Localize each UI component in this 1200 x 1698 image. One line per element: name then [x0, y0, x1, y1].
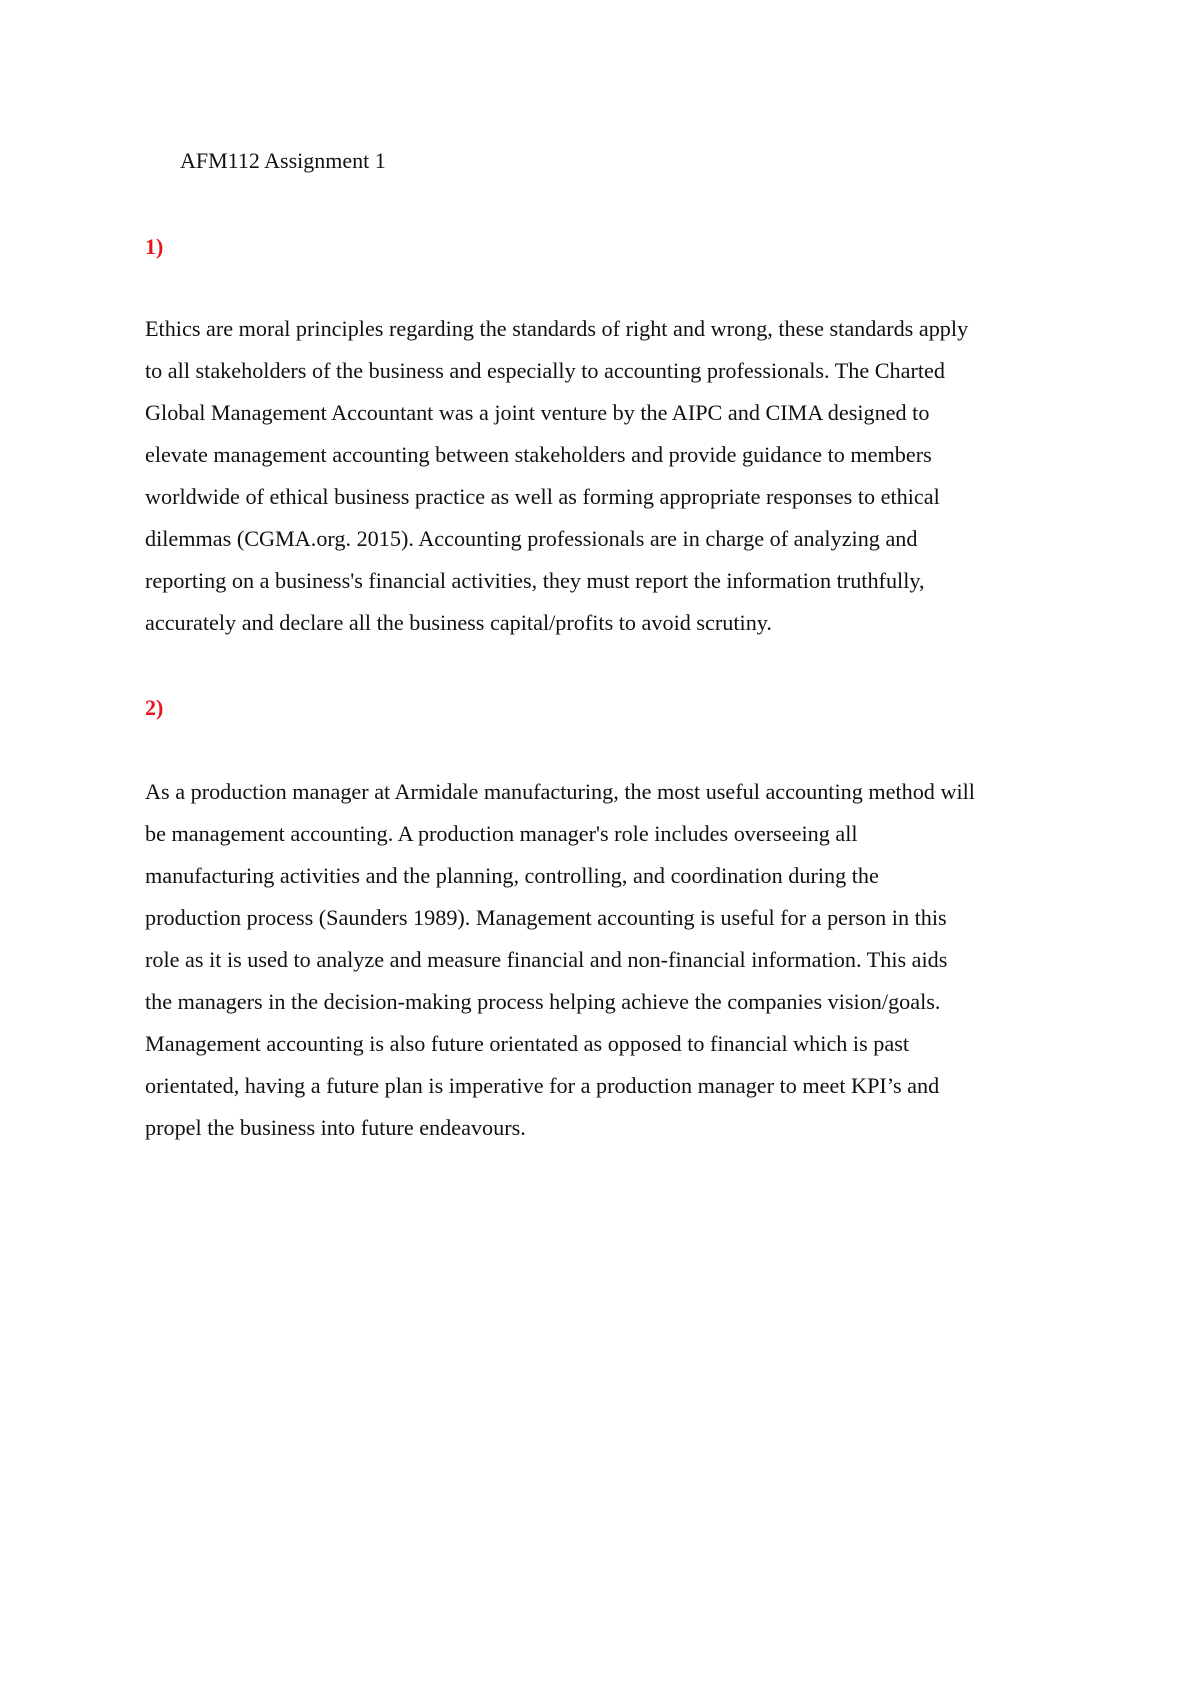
- answer-2-line: As a production manager at Armidale manufacturing, the most useful accounting method will: [145, 779, 975, 804]
- answer-2-line: production process (Saunders 1989). Management accounting is useful for a person in this: [145, 905, 947, 930]
- document-title: AFM112 Assignment 1: [180, 148, 386, 173]
- answer-1-line: reporting on a business's financial activities, they must report the information truthfully,: [145, 568, 925, 593]
- answer-2-line: be management accounting. A production manager's role includes overseeing all: [145, 821, 858, 846]
- question-2-label: 2): [145, 695, 164, 720]
- answer-2-paragraph: [145, 771, 1065, 1149]
- answer-1-line: Ethics are moral principles regarding the standards of right and wrong, these standards apply: [145, 316, 969, 341]
- answer-1-line: Global Management Accountant was a joint venture by the AIPC and CIMA designed to: [145, 400, 930, 425]
- answer-2-line: the managers in the decision-making process helping achieve the companies vision/goals.: [145, 989, 941, 1014]
- answer-1-line: to all stakeholders of the business and especially to accounting professionals. The Charted: [145, 358, 945, 383]
- answer-2-line: manufacturing activities and the planning, controlling, and coordination during the: [145, 863, 879, 888]
- question-1-label: 1): [145, 234, 164, 259]
- answer-1-line: elevate management accounting between stakeholders and provide guidance to members: [145, 442, 932, 467]
- answer-2-line: role as it is used to analyze and measure financial and non-financial information. This aids: [145, 947, 948, 972]
- answer-1-line: worldwide of ethical business practice as well as forming appropriate responses to ethical: [145, 484, 940, 509]
- answer-1-paragraph: [145, 308, 1065, 644]
- answer-1-line: dilemmas (CGMA.org. 2015). Accounting professionals are in charge of analyzing and: [145, 526, 918, 551]
- answer-2-line: orientated, having a future plan is imperative for a production manager to meet KPI’s and: [145, 1073, 940, 1098]
- answer-1-line: accurately and declare all the business capital/profits to avoid scrutiny.: [145, 610, 772, 635]
- answer-2-line: Management accounting is also future orientated as opposed to financial which is past: [145, 1031, 910, 1056]
- answer-2-line: propel the business into future endeavours.: [145, 1115, 526, 1140]
